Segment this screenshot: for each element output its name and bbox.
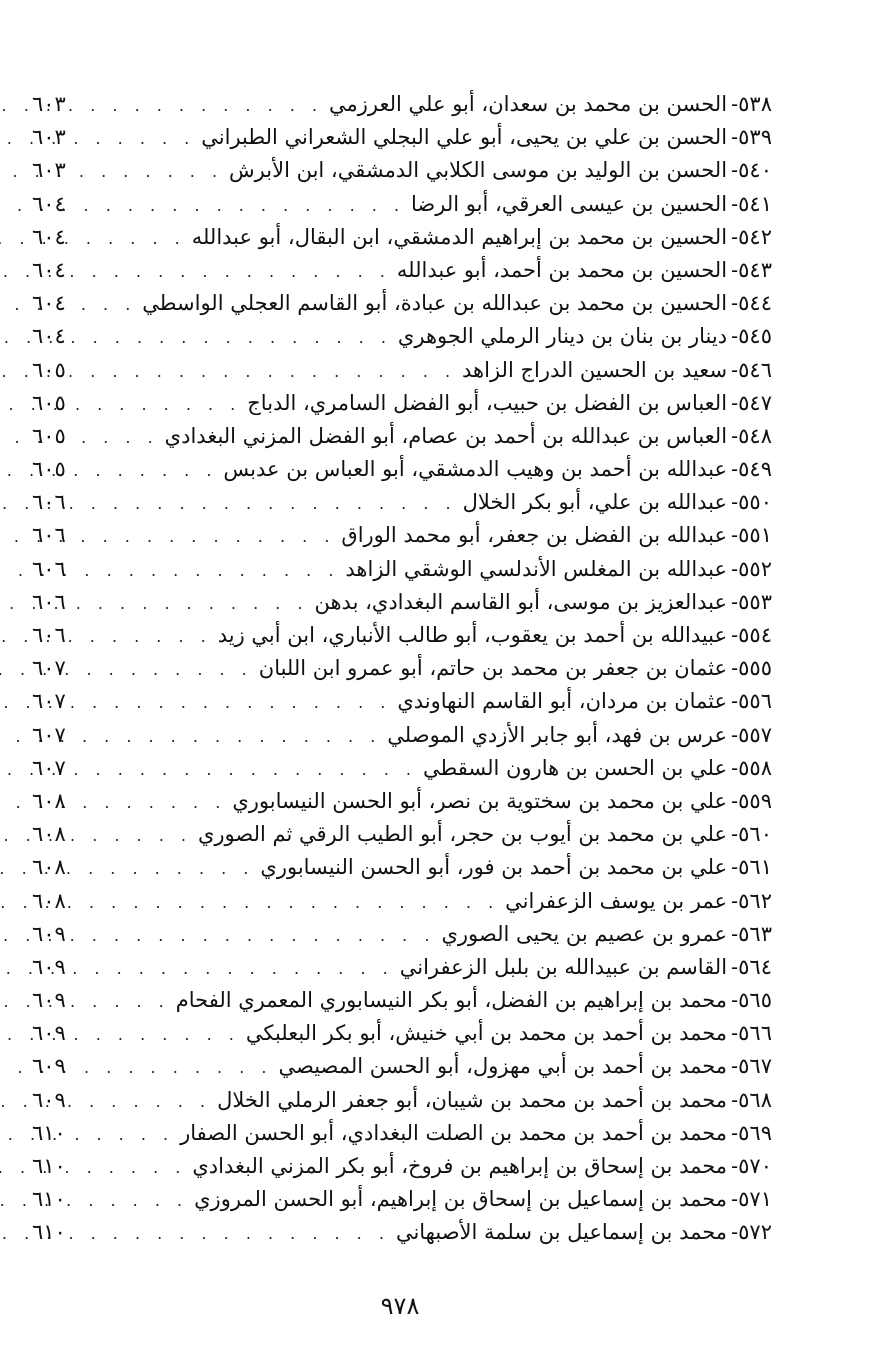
entry-title: عثمان بن جعفر بن محمد بن حاتم، أبو عمرو ابن اللبان bbox=[258, 656, 728, 681]
dot-leader bbox=[72, 819, 198, 852]
toc-entry bbox=[32, 88, 772, 121]
toc-entry bbox=[32, 188, 772, 221]
toc-entry bbox=[32, 719, 772, 752]
toc-entry bbox=[32, 519, 772, 552]
toc-entry bbox=[32, 1084, 772, 1117]
entry-page-number: ٦٠٤ bbox=[32, 324, 66, 349]
toc-entry bbox=[32, 1117, 772, 1150]
toc-entry bbox=[32, 1150, 772, 1183]
dot-leader bbox=[72, 753, 423, 786]
entry-page-number: ٦٠٤ bbox=[32, 224, 66, 249]
entry-number: ٥٤٦- bbox=[731, 357, 772, 382]
entry-page-number: ٦٠٥ bbox=[32, 423, 66, 448]
dot-leader bbox=[72, 919, 441, 952]
page-number: ٩٧٨ bbox=[380, 1292, 420, 1320]
entry-page-number: ٦٠٤ bbox=[32, 257, 66, 282]
dot-leader bbox=[72, 1184, 194, 1217]
entry-number: ٥٥٣- bbox=[731, 589, 772, 614]
entry-page-number: ٦٠٦ bbox=[32, 589, 66, 614]
entry-number: ٥٦٩- bbox=[731, 1120, 772, 1145]
entry-title: عبدالله بن أحمد بن وهيب الدمشقي، أبو العباس بن عدبس bbox=[223, 457, 728, 482]
entry-page-number: ٦٠٣ bbox=[32, 125, 66, 150]
entry-number: ٥٤٣- bbox=[731, 257, 772, 282]
entry-number: ٥٦٦- bbox=[731, 1021, 772, 1046]
dot-leader bbox=[72, 1217, 396, 1250]
dot-leader bbox=[72, 587, 315, 620]
entry-title: عرس بن فهد، أبو جابر الأزدي الموصلي bbox=[387, 722, 728, 747]
entry-title: الحسين بن عيسى العرقي، أبو الرضا bbox=[411, 191, 728, 216]
entry-title: الحسين بن محمد بن إبراهيم الدمشقي، ابن البقال، أبو عبدالله bbox=[191, 224, 728, 249]
entry-page-number: ٦١٠ bbox=[32, 1120, 66, 1145]
entry-page-number: ٦٠٧ bbox=[32, 755, 66, 780]
toc-entry bbox=[32, 420, 772, 453]
toc-entry bbox=[32, 818, 772, 851]
entry-title: عبيدالله بن أحمد بن يعقوب، أبو طالب الأنباري، ابن أبي زيد bbox=[217, 623, 728, 647]
entry-title: عثمان بن مردان، أبو القاسم النهاوندي bbox=[397, 689, 728, 714]
entry-number: ٥٤٩- bbox=[731, 457, 772, 482]
entry-page-number: ٦٠٦ bbox=[32, 556, 66, 581]
entry-page-number: ٦٠٦ bbox=[32, 490, 66, 515]
dot-leader bbox=[72, 255, 397, 288]
entry-title: الحسين بن محمد بن عبدالله بن عبادة، أبو القاسم العجلي الواسطي bbox=[142, 291, 728, 316]
entry-title: دينار بن بنان بن دينار الرملي الجوهري bbox=[397, 324, 728, 349]
entry-title: عمر بن يوسف الزعفراني bbox=[505, 888, 728, 913]
entry-number: ٥٧١- bbox=[731, 1187, 772, 1212]
entry-number: ٥٦٤- bbox=[731, 954, 772, 979]
entry-number: ٥٦٥- bbox=[731, 988, 772, 1013]
dot-leader bbox=[72, 189, 411, 222]
entry-title: الحسن بن علي بن يحيى، أبو علي البجلي الشعراني الطبراني bbox=[201, 125, 728, 150]
entry-title: عبدالله بن علي، أبو بكر الخلال bbox=[462, 490, 728, 515]
toc-entry bbox=[32, 254, 772, 287]
dot-leader bbox=[72, 686, 397, 719]
toc-entry bbox=[32, 221, 772, 254]
toc-entry bbox=[32, 121, 772, 154]
entry-title: محمد بن إسماعيل بن إسحاق بن إبراهيم، أبو الحسن المروزي bbox=[194, 1187, 728, 1212]
entry-title: العباس بن عبدالله بن أحمد بن عصام، أبو الفضل المزني البغدادي bbox=[164, 423, 728, 448]
entry-number: ٥٥٩- bbox=[731, 788, 772, 813]
toc-entry bbox=[32, 984, 772, 1017]
entry-page-number: ٦١٠ bbox=[32, 1154, 66, 1178]
entry-title: محمد بن أحمد بن محمد بن أبي خنيش، أبو بكر البعلبكي bbox=[245, 1021, 728, 1046]
entry-page-number: ٦٠٥ bbox=[32, 390, 66, 415]
dot-leader bbox=[72, 355, 462, 388]
entry-page-number: ٦٠٩ bbox=[32, 1087, 66, 1112]
entry-page-number: ٦٠٨ bbox=[32, 822, 66, 847]
entry-number: ٥٥٢- bbox=[731, 556, 772, 581]
entry-number: ٥٥٦- bbox=[731, 689, 772, 714]
entry-number: ٥٤٤- bbox=[731, 291, 772, 316]
entry-number: ٥٦٨- bbox=[731, 1087, 772, 1112]
dot-leader bbox=[72, 952, 400, 985]
entry-number: ٥٣٨- bbox=[731, 92, 772, 116]
toc-entry bbox=[32, 685, 772, 718]
entry-number: ٥٤٥- bbox=[731, 324, 772, 349]
dot-leader bbox=[72, 653, 259, 686]
dot-leader bbox=[72, 520, 341, 553]
dot-leader bbox=[72, 554, 345, 587]
entry-page-number: ٦٠٩ bbox=[32, 988, 66, 1013]
toc-entry bbox=[32, 320, 772, 353]
entry-page-number: ٦١٠ bbox=[32, 1220, 66, 1245]
entry-page-number: ٦٠٤ bbox=[32, 191, 66, 216]
toc-entry bbox=[32, 752, 772, 785]
dot-leader bbox=[72, 1051, 278, 1084]
toc-entry bbox=[32, 154, 772, 187]
entry-title: العباس بن الفضل بن حبيب، أبو الفضل السامري، الدباج bbox=[247, 390, 728, 415]
entry-title: عمرو بن عصيم بن يحيى الصوري bbox=[441, 921, 728, 946]
entry-number: ٥٣٩- bbox=[731, 125, 772, 150]
entry-title: علي بن محمد بن أحمد بن فور، أبو الحسن النيسابوري bbox=[260, 855, 728, 880]
entry-title: الحسن بن محمد بن سعدان، أبو علي العرزمي bbox=[329, 92, 728, 116]
entry-title: عبدالله بن الفضل بن جعفر، أبو محمد الوراق bbox=[341, 523, 728, 548]
dot-leader bbox=[72, 1118, 180, 1151]
entry-title: عبدالعزيز بن موسى، أبو القاسم البغدادي، بدهن bbox=[314, 589, 728, 614]
toc-entry bbox=[32, 1050, 772, 1083]
toc-entry bbox=[32, 619, 772, 652]
dot-leader bbox=[72, 155, 229, 188]
entry-title: الحسن بن الوليد بن موسى الكلابي الدمشقي، ابن الأبرش bbox=[229, 158, 728, 183]
toc-entry bbox=[32, 785, 772, 818]
entry-page-number: ٦٠٨ bbox=[32, 888, 66, 913]
toc-entry bbox=[32, 885, 772, 918]
dot-leader bbox=[72, 620, 218, 653]
entry-number: ٥٧٠- bbox=[731, 1154, 772, 1178]
dot-leader bbox=[72, 1085, 217, 1118]
entry-page-number: ٦٠٩ bbox=[32, 1021, 66, 1046]
toc-entry bbox=[32, 553, 772, 586]
entry-number: ٥٤٨- bbox=[731, 423, 772, 448]
toc-entry bbox=[32, 1183, 772, 1216]
entry-title: عبدالله بن المغلس الأندلسي الوشقي الزاهد bbox=[345, 556, 728, 581]
entry-title: علي بن محمد بن أيوب بن حجر، أبو الطيب الرقي ثم الصوري bbox=[197, 822, 728, 847]
entry-page-number: ٦٠٩ bbox=[32, 1054, 66, 1079]
dot-leader bbox=[72, 985, 176, 1018]
toc-entry bbox=[32, 453, 772, 486]
entry-number: ٥٥٠- bbox=[731, 490, 772, 515]
toc-entry bbox=[32, 387, 772, 420]
entry-title: محمد بن أحمد بن أبي مهزول، أبو الحسن المصيصي bbox=[278, 1054, 728, 1079]
entry-number: ٥٦١- bbox=[731, 855, 772, 880]
entry-page-number: ٦٠٧ bbox=[32, 722, 66, 747]
entry-page-number: ٦١٠ bbox=[32, 1187, 66, 1212]
entry-title: علي بن الحسن بن هارون السقطي bbox=[423, 755, 728, 780]
entry-number: ٥٥٨- bbox=[731, 755, 772, 780]
dot-leader bbox=[72, 122, 201, 155]
entry-page-number: ٦٠٩ bbox=[32, 954, 66, 979]
entry-page-number: ٦٠٧ bbox=[32, 656, 66, 681]
entry-page-number: ٦٠٧ bbox=[32, 689, 66, 714]
entry-number: ٥٥١- bbox=[731, 523, 772, 548]
toc-entry bbox=[32, 951, 772, 984]
table-of-contents bbox=[32, 88, 772, 1250]
toc-entry bbox=[32, 1216, 772, 1249]
entry-number: ٥٤٢- bbox=[731, 224, 772, 249]
dot-leader bbox=[72, 852, 260, 885]
entry-title: محمد بن إسحاق بن إبراهيم بن فروخ، أبو بكر المزني البغدادي bbox=[192, 1154, 728, 1178]
dot-leader bbox=[72, 720, 387, 753]
dot-leader bbox=[72, 886, 505, 919]
entry-title: الحسين بن محمد بن أحمد، أبو عبدالله bbox=[396, 257, 728, 282]
entry-page-number: ٦٠٦ bbox=[32, 623, 66, 647]
dot-leader bbox=[72, 1151, 192, 1184]
toc-entry bbox=[32, 586, 772, 619]
toc-entry bbox=[32, 918, 772, 951]
entry-number: ٥٥٧- bbox=[731, 722, 772, 747]
entry-number: ٥٦٠- bbox=[731, 822, 772, 847]
entry-page-number: ٦٠٥ bbox=[32, 457, 66, 482]
entry-page-number: ٦٠٦ bbox=[32, 523, 66, 548]
entry-title: محمد بن أحمد بن محمد بن الصلت البغدادي، أبو الحسن الصفار bbox=[180, 1120, 728, 1145]
entry-page-number: ٦٠٨ bbox=[32, 855, 66, 880]
entry-page-number: ٦٠٣ bbox=[32, 158, 66, 183]
entry-number: ٥٧٢- bbox=[731, 1220, 772, 1245]
entry-page-number: ٦٠٣ bbox=[32, 92, 66, 116]
dot-leader bbox=[72, 288, 142, 321]
entry-page-number: ٦٠٨ bbox=[32, 788, 66, 813]
dot-leader bbox=[72, 388, 247, 421]
dot-leader bbox=[72, 421, 165, 454]
dot-leader bbox=[72, 1018, 246, 1051]
entry-title: علي بن محمد بن سختوية بن نصر، أبو الحسن النيسابوري bbox=[232, 788, 728, 813]
dot-leader bbox=[72, 321, 398, 354]
entry-number: ٥٤١- bbox=[731, 191, 772, 216]
entry-number: ٥٥٥- bbox=[731, 656, 772, 681]
entry-number: ٥٤٠- bbox=[731, 158, 772, 183]
entry-page-number: ٦٠٤ bbox=[32, 291, 66, 316]
entry-number: ٥٦٧- bbox=[731, 1054, 772, 1079]
entry-number: ٥٥٤- bbox=[731, 623, 772, 647]
toc-entry bbox=[32, 1017, 772, 1050]
dot-leader bbox=[72, 89, 329, 122]
dot-leader bbox=[72, 786, 232, 819]
entry-title: القاسم بن عبيدالله بن بلبل الزعفراني bbox=[399, 954, 728, 979]
entry-page-number: ٦٠٥ bbox=[32, 357, 66, 382]
entry-title: سعيد بن الحسين الدراج الزاهد bbox=[462, 357, 728, 382]
toc-entry bbox=[32, 851, 772, 884]
toc-entry bbox=[32, 354, 772, 387]
entry-title: محمد بن إبراهيم بن الفضل، أبو بكر النيسابوري المعمري الفحام bbox=[175, 988, 728, 1013]
entry-number: ٥٤٧- bbox=[731, 390, 772, 415]
dot-leader bbox=[72, 487, 463, 520]
entry-page-number: ٦٠٩ bbox=[32, 921, 66, 946]
toc-entry bbox=[32, 486, 772, 519]
toc-entry bbox=[32, 287, 772, 320]
dot-leader bbox=[72, 454, 223, 487]
entry-number: ٥٦٢- bbox=[731, 888, 772, 913]
dot-leader bbox=[72, 222, 192, 255]
entry-title: محمد بن إسماعيل بن سلمة الأصبهاني bbox=[395, 1220, 728, 1245]
toc-entry bbox=[32, 652, 772, 685]
entry-title: محمد بن أحمد بن محمد بن شيبان، أبو جعفر الرملي الخلال bbox=[217, 1087, 728, 1112]
entry-number: ٥٦٣- bbox=[731, 921, 772, 946]
